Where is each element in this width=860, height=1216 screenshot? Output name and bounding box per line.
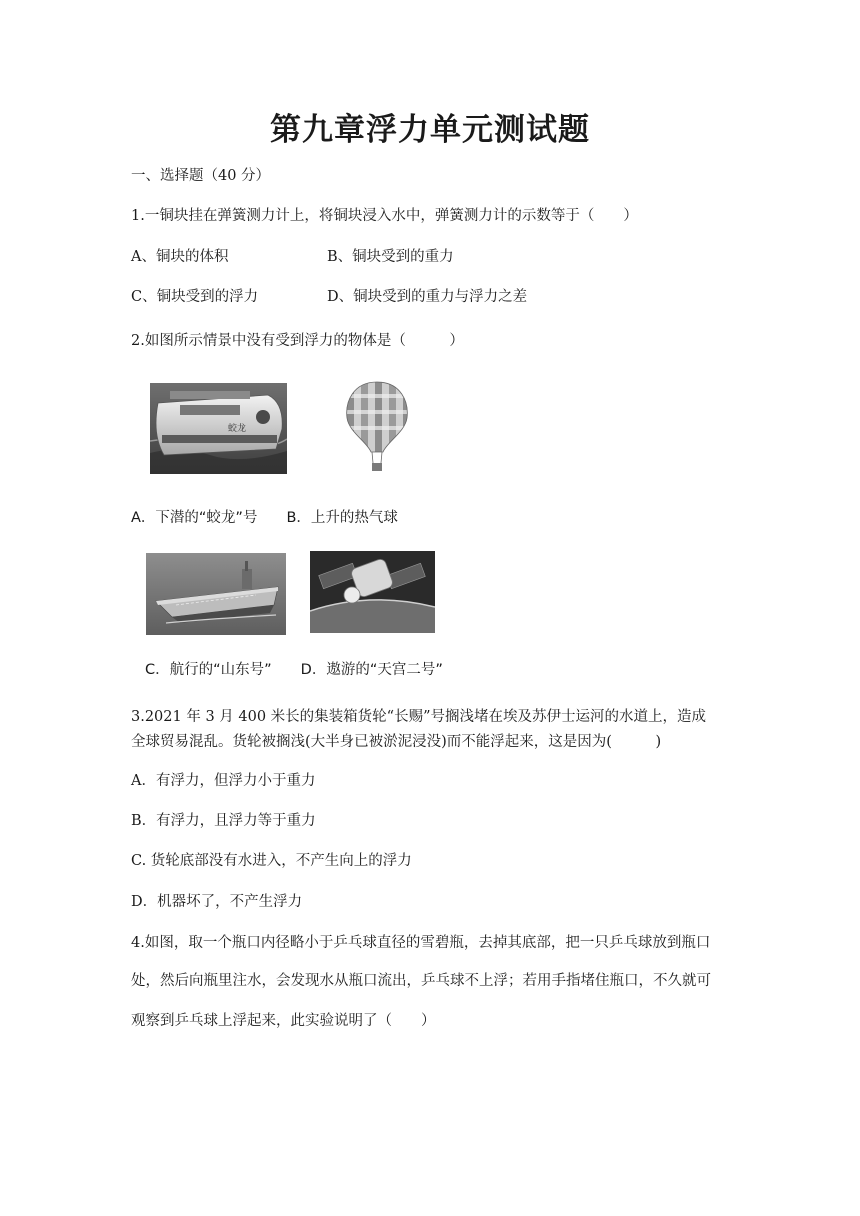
q3-option-c: C. 货轮底部没有水进入，不产生向上的浮力	[131, 853, 412, 869]
q3-option-a: A．有浮力，但浮力小于重力	[131, 773, 316, 789]
q1-option-b: B、铜块受到的重力	[327, 249, 454, 265]
q1-option-c: C、铜块受到的浮力	[131, 289, 259, 305]
q1-option-a: A、铜块的体积	[131, 249, 229, 265]
q4-stem-line-1: 4.如图，取一个瓶口内径略小于乒乓球直径的雪碧瓶，去掉其底部，把一只乒乓球放到瓶口	[131, 935, 711, 951]
q3-stem-line-2: 全球贸易混乱。货轮被搁浅(大半身已被淤泥浸没)而不能浮起来，这是因为( )	[131, 734, 662, 750]
q2-options-cd: C．航行的“山东号” D．遨游的“天宫二号”	[145, 662, 443, 678]
space-station-image	[310, 551, 435, 633]
q3-option-d: D．机器坏了，不产生浮力	[131, 894, 303, 910]
q1-option-d: D、铜块受到的重力与浮力之差	[327, 289, 528, 305]
q1-stem: 1.一铜块挂在弹簧测力计上，将铜块浸入水中，弹簧测力计的示数等于（ ）	[131, 208, 638, 224]
page-title: 第九章浮力单元测试题	[270, 112, 590, 148]
q4-stem-line-2: 处，然后向瓶里注水，会发现水从瓶口流出，乒乓球不上浮；若用手指堵住瓶口，不久就可	[131, 973, 711, 989]
hot-air-balloon-image	[343, 380, 411, 474]
aircraft-carrier-image	[146, 553, 286, 635]
q3-option-b: B．有浮力，且浮力等于重力	[131, 813, 316, 829]
q3-stem-line-1: 3.2021 年 3 月 400 米长的集装箱货轮“长赐”号搁浅堵在埃及苏伊士运河的水道上，造成	[131, 709, 707, 725]
q2-options-ab: A．下潜的“蛟龙”号 B．上升的热气球	[131, 510, 398, 526]
submersible-label-text: 蛟龙	[228, 424, 247, 434]
q4-stem-line-3: 观察到乒乓球上浮起来，此实验说明了（ ）	[131, 1013, 436, 1029]
submersible-image	[150, 383, 287, 474]
q2-stem: 2.如图所示情景中没有受到浮力的物体是（ ）	[131, 333, 464, 349]
section-heading: 一、选择题（40 分）	[131, 168, 271, 184]
